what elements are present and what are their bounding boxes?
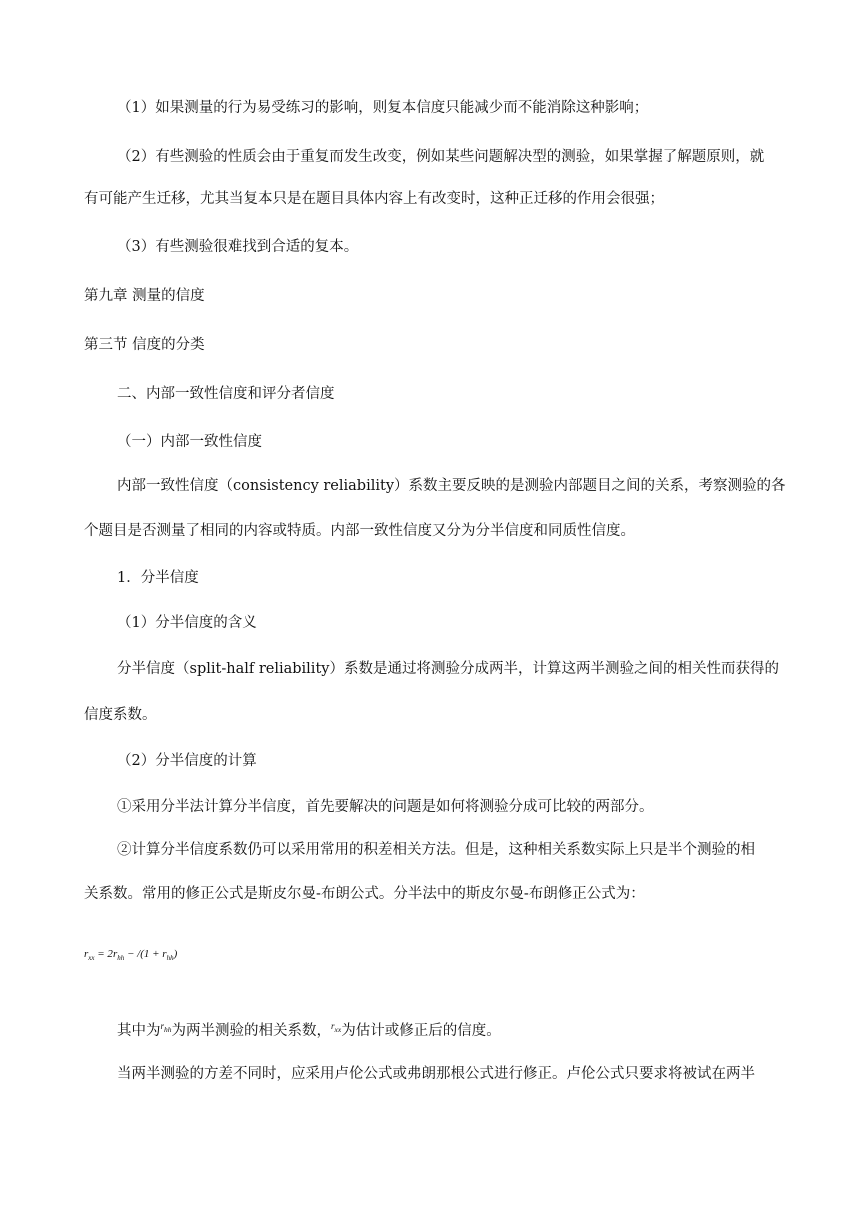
paragraph-line-6: 个题目是否测量了相同的内容或特质。内部一致性信度又分为分半信度和同质性信度。: [84, 523, 635, 539]
paragraph-line-3: 有可能产生迁移，尤其当复本只是在题目具体内容上有改变时，这种正迁移的作用会很强；: [84, 191, 664, 207]
explain-middle: 为两半测验的相关系数，: [171, 1023, 332, 1039]
explain-prefix: 其中为: [117, 1023, 161, 1039]
paragraph-line-5: 内部一致性信度（consistency reliability）系数主要反映的是测验内部题目之间的关系，考察测验的各: [117, 478, 786, 494]
subsubsection-heading: （一）内部一致性信度: [117, 434, 262, 450]
formula-sub-hh: hh: [117, 954, 125, 963]
formula-equals-two: = 2: [94, 948, 113, 960]
formula-rest-b: ): [173, 948, 178, 960]
formula-r-2: r: [112, 948, 118, 960]
formula-sub-hh-2: hh: [166, 954, 174, 963]
chapter-heading: 第九章 测量的信度: [84, 288, 205, 304]
paragraph-line-8: 信度系数。: [84, 707, 157, 723]
section-heading: 第三节 信度的分类: [84, 337, 205, 353]
paragraph-line-4: （3）有些测验很难找到合适的复本。: [117, 239, 359, 255]
spearman-brown-formula: [84, 948, 177, 962]
subsection-heading: 二、内部一致性信度和评分者信度: [117, 386, 335, 402]
paragraph-line-11: 关系数。常用的修正公式是斯皮尔曼-布朗公式。分半法中的斯皮尔曼-布朗修正公式为：: [84, 886, 645, 902]
subitem-heading-1: （1）分半信度的含义: [117, 615, 257, 631]
item-heading: 1．分半信度: [117, 570, 199, 586]
paragraph-line-10: ②计算分半信度系数仍可以采用常用的积差相关方法。但是，这种相关系数实际上只是半个测验的相: [117, 842, 755, 858]
formula-r: r: [84, 948, 89, 960]
subitem-heading-2: （2）分半信度的计算: [117, 753, 257, 769]
symbol-r-hh: rhh: [160, 1021, 172, 1034]
formula-rest-a: − /(1 +: [124, 948, 163, 960]
formula-explanation: [117, 1021, 501, 1046]
formula-r-3: r: [162, 948, 167, 960]
explain-suffix: 为估计或修正后的信度。: [341, 1023, 501, 1039]
paragraph-line-12: 当两半测验的方差不同时，应采用卢伦公式或弗朗那根公式进行修正。卢伦公式只要求将被试在两半: [117, 1066, 755, 1082]
formula-sub-xx: xx: [88, 954, 95, 963]
paragraph-line-1: （1）如果测量的行为易受练习的影响，则复本信度只能减少而不能消除这种影响；: [117, 100, 649, 116]
paragraph-line-7: 分半信度（split-half reliability）系数是通过将测验分成两半，计算这两半测验之间的相关性而获得的: [117, 661, 779, 677]
paragraph-line-9: ①采用分半法计算分半信度，首先要解决的问题是如何将测验分成可比较的两部分。: [117, 799, 654, 815]
paragraph-line-2: （2）有些测验的性质会由于重复而发生改变，例如某些问题解决型的测验，如果掌握了解题原则，就: [117, 149, 765, 165]
symbol-r-xx: rxx: [331, 1021, 342, 1034]
